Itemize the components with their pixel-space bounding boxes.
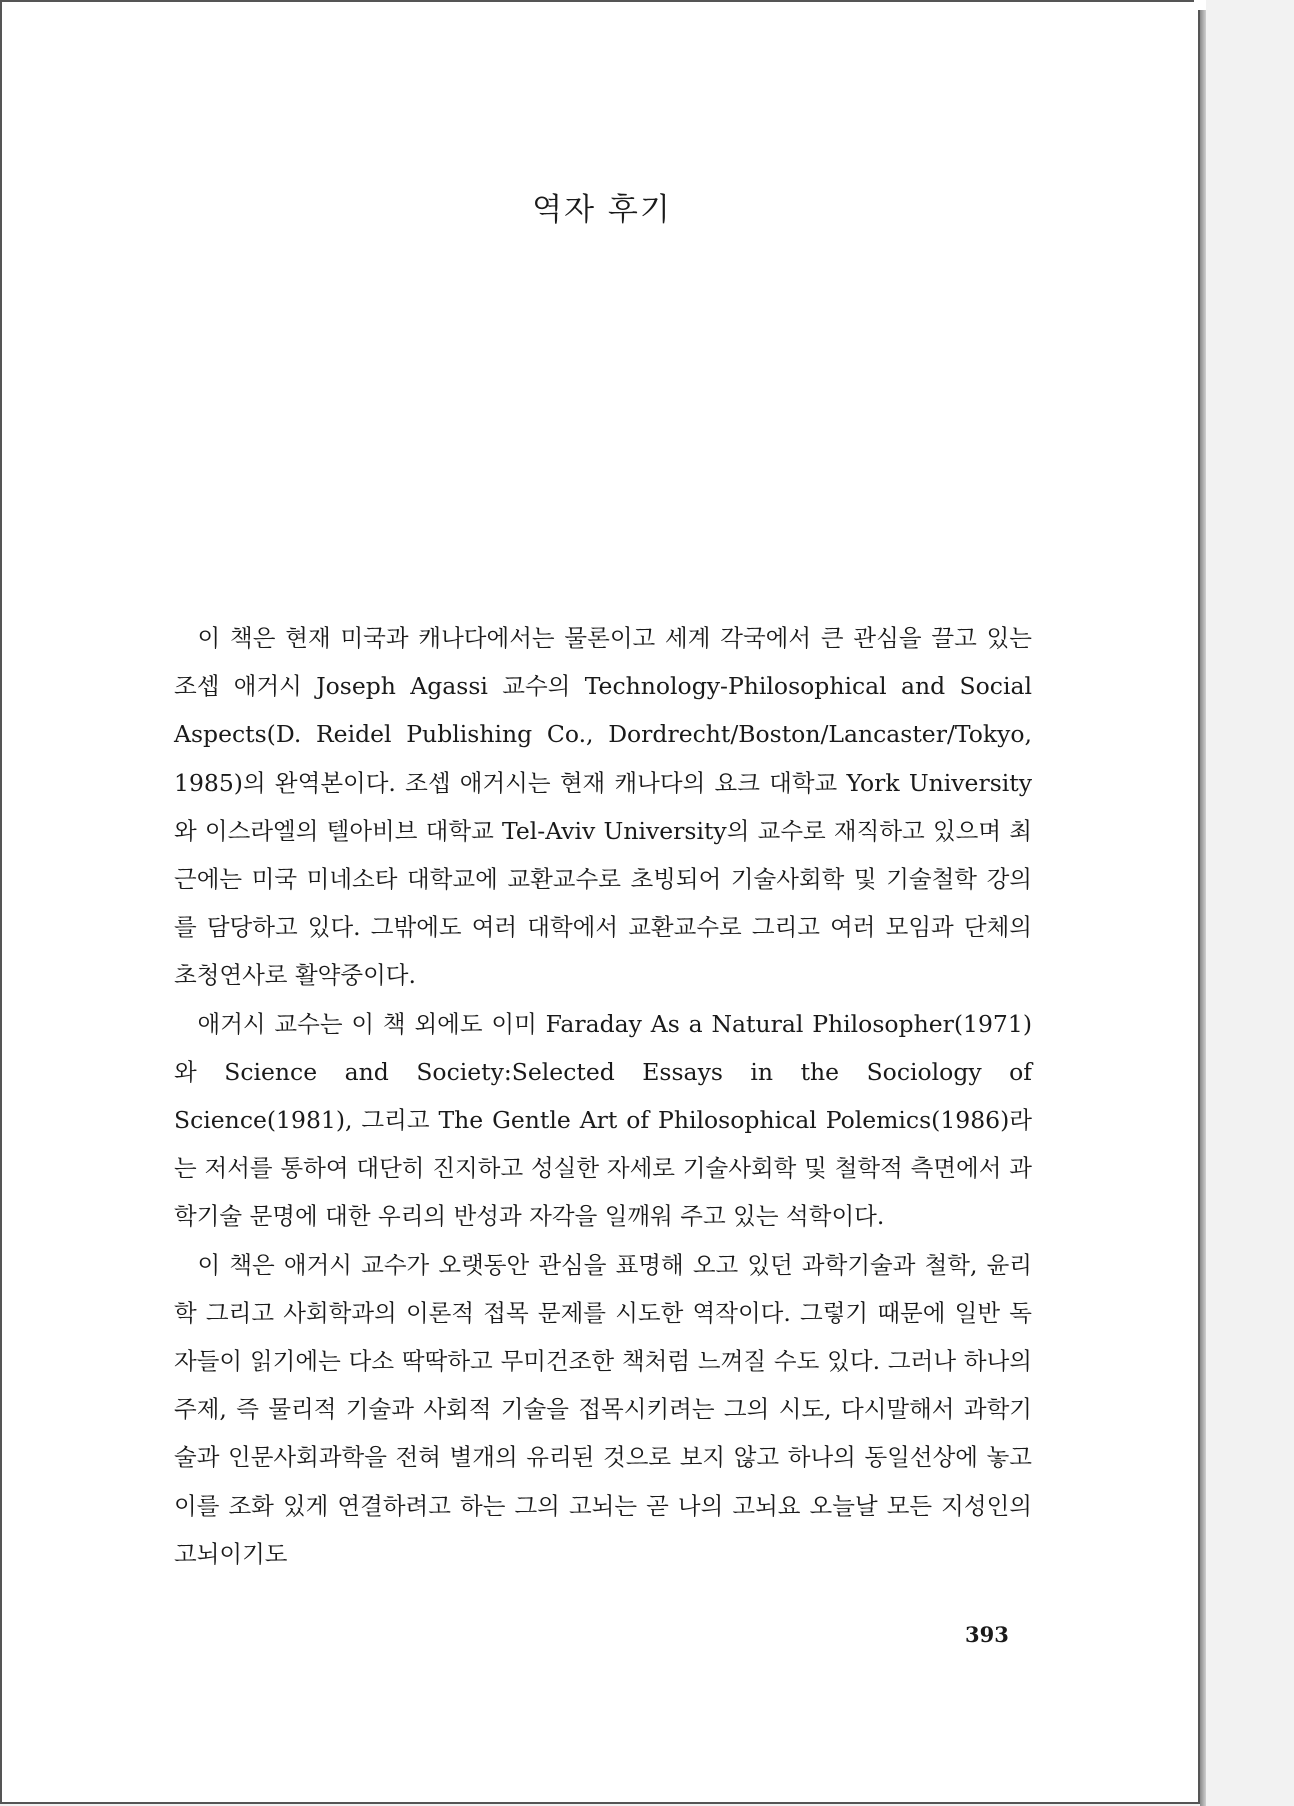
page-title: 역자 후기 <box>532 192 672 228</box>
paragraph-1: 이 책은 현재 미국과 캐나다에서는 물론이고 세계 각국에서 큰 관심을 끌고 있는 조셉 애거시 Joseph Agassi 교수의 Technology-Philosophical and Social Aspects(D. Reidel Publishing Co., Dordrecht/Boston/Lancaster/Tokyo, 1985)의 완역본이다. 조셉 애거시는 현재 캐나다의 요크 대학교 York University와 이스라엘의 텔아비브 대학교 Tel-Aviv University의 교수로 재직하고 있으며 최근에는 미국 미네소타 대학교에 교환교수로 초빙되어 기술사회학 및 기술철학 강의를 담당하고 있다. 그밖에도 여러 대학에서 교환교수로 그리고 여러 모임과 단체의 초청연사로 활약중이다. <box>174 624 1032 990</box>
body-text <box>174 614 1032 1578</box>
page-number: 393 <box>965 1622 1009 1647</box>
page-edge-shadow <box>1200 0 1206 1806</box>
page-corner <box>1194 0 1206 10</box>
paragraph-3: 이 책은 애거시 교수가 오랫동안 관심을 표명해 오고 있던 과학기술과 철학, 윤리학 그리고 사회학과의 이론적 접목 문제를 시도한 역작이다. 그렇기 때문에 일반 독자들이 읽기에는 다소 딱딱하고 무미건조한 책처럼 느껴질 수도 있다. 그러나 하나의 주제, 즉 물리적 기술과 사회적 기술을 접목시키려는 그의 시도, 다시말해서 과학기술과 인문사회과학을 전혀 별개의 유리된 것으로 보지 않고 하나의 동일선상에 놓고 이를 조화 있게 연결하려고 하는 그의 고뇌는 곧 나의 고뇌요 오늘날 모든 지성인의 고뇌이기도 <box>174 1250 1032 1568</box>
paragraph-2: 애거시 교수는 이 책 외에도 이미 Faraday As a Natural Philosopher(1971)와 Science and Society:Selected Essays in the Sociology of Science(1981), 그리고 The Gentle Art of Philosophical Polemics(1986)라는 저서를 통하여 대단히 진지하고 성실한 자세로 기술사회학 및 철학적 측면에서 과학기술 문명에 대한 우리의 반성과 자각을 일깨워 주고 있는 석학이다. <box>174 1009 1032 1231</box>
